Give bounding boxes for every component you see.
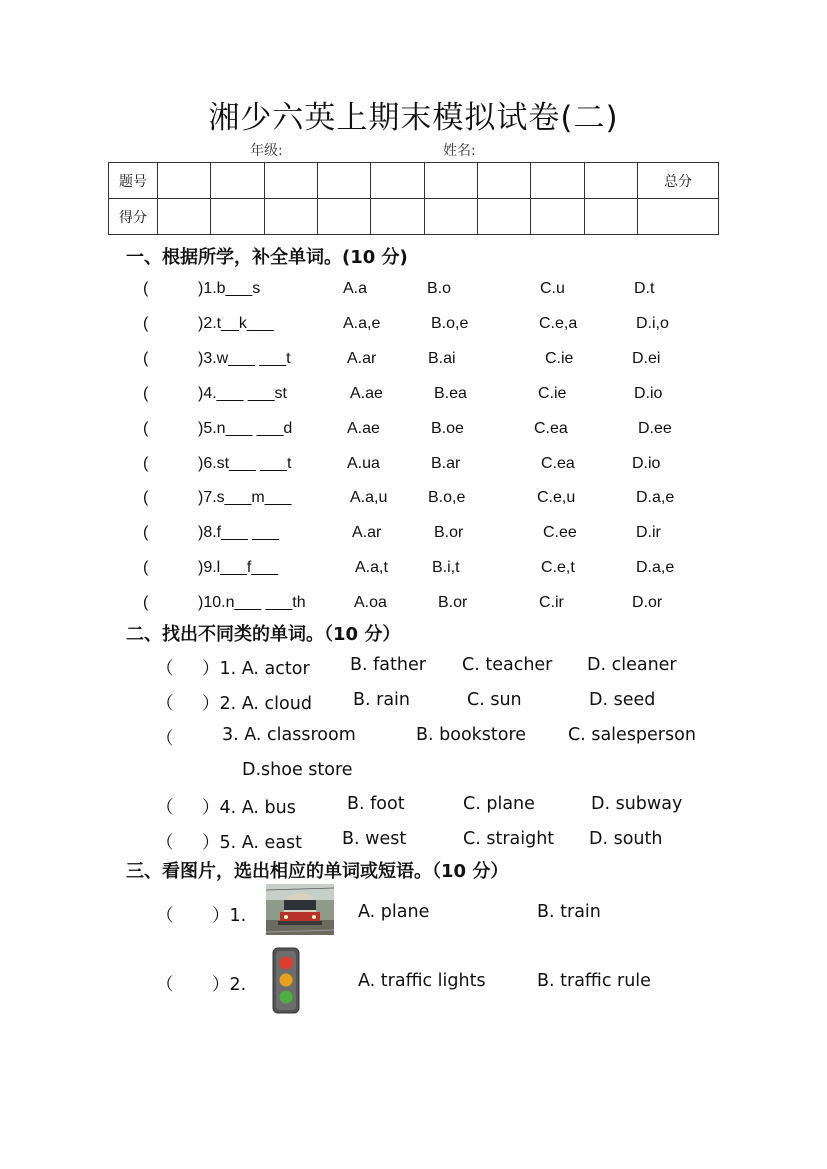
score-cell — [584, 163, 637, 199]
question-text: )10.n___ ___th — [198, 594, 306, 611]
score-table-row — [109, 199, 719, 235]
question-text: )2.t__k___ — [198, 315, 274, 332]
option-d: D.t — [634, 280, 655, 297]
answer-paren: ( — [143, 385, 149, 402]
option-b: B.ar — [431, 455, 461, 472]
option-a: A.ar — [352, 524, 382, 541]
option-b: B. traffic rule — [537, 971, 651, 991]
answer-paren: （ — [156, 798, 174, 818]
total-score-label: 总分 — [638, 163, 719, 199]
option-d: D.a,e — [636, 559, 675, 576]
option-a: A.a,t — [355, 559, 388, 576]
question-text: )8.f___ ___ — [198, 524, 279, 541]
option-b: B.o,e — [431, 315, 469, 332]
question-text: )3.w___ ___t — [198, 350, 291, 367]
page-title: 湘少六英上期末模拟试卷(二) — [208, 100, 619, 136]
score-cell — [158, 163, 211, 199]
answer-paren: ( — [143, 594, 149, 611]
option-b: B.ea — [434, 385, 467, 402]
question-text: 3. A. classroom — [222, 725, 356, 745]
option-b: B.oe — [431, 420, 464, 437]
question-text: )7.s___m___ — [198, 489, 292, 506]
score-cell — [317, 199, 370, 235]
option-b: B.o — [427, 280, 452, 297]
score-label: 得分 — [109, 199, 158, 235]
score-cell — [371, 199, 424, 235]
score-table-row — [109, 163, 719, 199]
traffic-light-icon — [270, 947, 302, 1014]
option-a: A.a,u — [350, 489, 388, 506]
question-text: ）2. — [212, 975, 247, 995]
score-cell — [424, 199, 477, 235]
score-cell — [211, 199, 264, 235]
option-b: B. foot — [347, 794, 405, 814]
section1-heading: 一、根据所学，补全单词。(10 分) — [126, 247, 408, 268]
option-d: D. south — [589, 829, 663, 849]
option-c: C. salesperson — [568, 725, 696, 745]
answer-paren: ( — [143, 489, 149, 506]
grade-label: 年级: — [250, 143, 283, 159]
option-c: C. sun — [467, 690, 522, 710]
option-a: A.a — [343, 280, 368, 297]
question-text: )9.l___f___ — [198, 559, 279, 576]
question-text: ）5. A. east — [202, 833, 303, 853]
question-text: )4.___ ___st — [198, 385, 287, 402]
option-c: C. straight — [463, 829, 555, 849]
option-c: C. plane — [463, 794, 535, 814]
option-c: C.ea — [534, 420, 568, 437]
option-c: C.e,u — [537, 489, 576, 506]
option-d: D. subway — [591, 794, 683, 814]
option-b: B. train — [537, 902, 601, 922]
option-b: B. bookstore — [416, 725, 527, 745]
option-a: A. traffic lights — [358, 971, 486, 991]
score-cell — [477, 199, 530, 235]
question-text: ）2. A. cloud — [202, 694, 312, 714]
name-label: 姓名: — [443, 143, 476, 159]
option-a: A. plane — [358, 902, 430, 922]
score-cell — [264, 199, 317, 235]
train-photo-icon — [266, 884, 334, 935]
question-text: )6.st___ ___t — [198, 455, 292, 472]
option-d: D.i,o — [636, 315, 669, 332]
option-a: A.oa — [354, 594, 387, 611]
option-d: D.io — [632, 455, 661, 472]
answer-paren: ( — [143, 420, 149, 437]
option-c: C.ir — [539, 594, 564, 611]
answer-paren: ( — [143, 455, 149, 472]
option-c: C.ee — [543, 524, 577, 541]
score-table — [108, 162, 719, 235]
option-b: B.ai — [428, 350, 456, 367]
option-a: A.a,e — [343, 315, 381, 332]
option-d: D. seed — [589, 690, 656, 710]
option-c: C.ie — [538, 385, 567, 402]
answer-paren: ( — [143, 559, 149, 576]
score-cell — [424, 163, 477, 199]
score-cell — [317, 163, 370, 199]
option-a: A.ar — [347, 350, 377, 367]
question-text: )5.n___ ___d — [198, 420, 293, 437]
score-cell — [371, 163, 424, 199]
score-cell — [477, 163, 530, 199]
option-d: D.io — [634, 385, 663, 402]
option-c: C.e,t — [541, 559, 575, 576]
score-cell — [211, 163, 264, 199]
answer-paren: ( — [143, 315, 149, 332]
option-c: C.ea — [541, 455, 575, 472]
score-cell — [158, 199, 211, 235]
total-score-cell — [638, 199, 719, 235]
option-a: A.ua — [347, 455, 380, 472]
answer-paren: ( — [143, 524, 149, 541]
answer-paren: （ — [156, 833, 174, 853]
answer-paren: ( — [143, 350, 149, 367]
option-b: B.or — [434, 524, 464, 541]
option-c: C.u — [540, 280, 565, 297]
score-cell — [531, 199, 584, 235]
question-text: ）4. A. bus — [202, 798, 296, 818]
option-a: A.ae — [350, 385, 383, 402]
score-cell — [531, 163, 584, 199]
answer-paren: （ — [156, 975, 174, 995]
score-cell — [264, 163, 317, 199]
option-b: B.i,t — [432, 559, 460, 576]
option-c: C. teacher — [462, 655, 553, 675]
option-d: D.or — [632, 594, 663, 611]
option-b: B. rain — [353, 690, 411, 710]
answer-paren: （ — [156, 659, 174, 679]
option-d: D. cleaner — [587, 655, 677, 675]
answer-paren: （ — [156, 694, 174, 714]
option-d: D.ir — [636, 524, 661, 541]
option-b: B. west — [342, 829, 407, 849]
score-cell — [584, 199, 637, 235]
question-text: )1.b___s — [198, 280, 261, 297]
section2-heading: 二、找出不同类的单词。（10 分） — [126, 624, 401, 645]
option-d: D.ei — [632, 350, 661, 367]
option-d: D.ee — [638, 420, 672, 437]
question-text: ）1. A. actor — [202, 659, 310, 679]
section3-heading: 三、看图片，选出相应的单词或短语。（10 分） — [126, 861, 509, 882]
option-c: C.e,a — [539, 315, 578, 332]
option-d: D.a,e — [636, 489, 675, 506]
option-b: B.or — [438, 594, 468, 611]
option-d: D.shoe store — [242, 760, 353, 780]
question-number-label: 题号 — [109, 163, 158, 199]
question-text: ）1. — [212, 906, 247, 926]
option-b: B. father — [350, 655, 426, 675]
option-b: B.o,e — [428, 489, 466, 506]
answer-paren: （ — [156, 906, 174, 926]
answer-paren: ( — [143, 280, 149, 297]
option-c: C.ie — [545, 350, 574, 367]
answer-paren: （ — [156, 729, 174, 749]
option-a: A.ae — [347, 420, 380, 437]
